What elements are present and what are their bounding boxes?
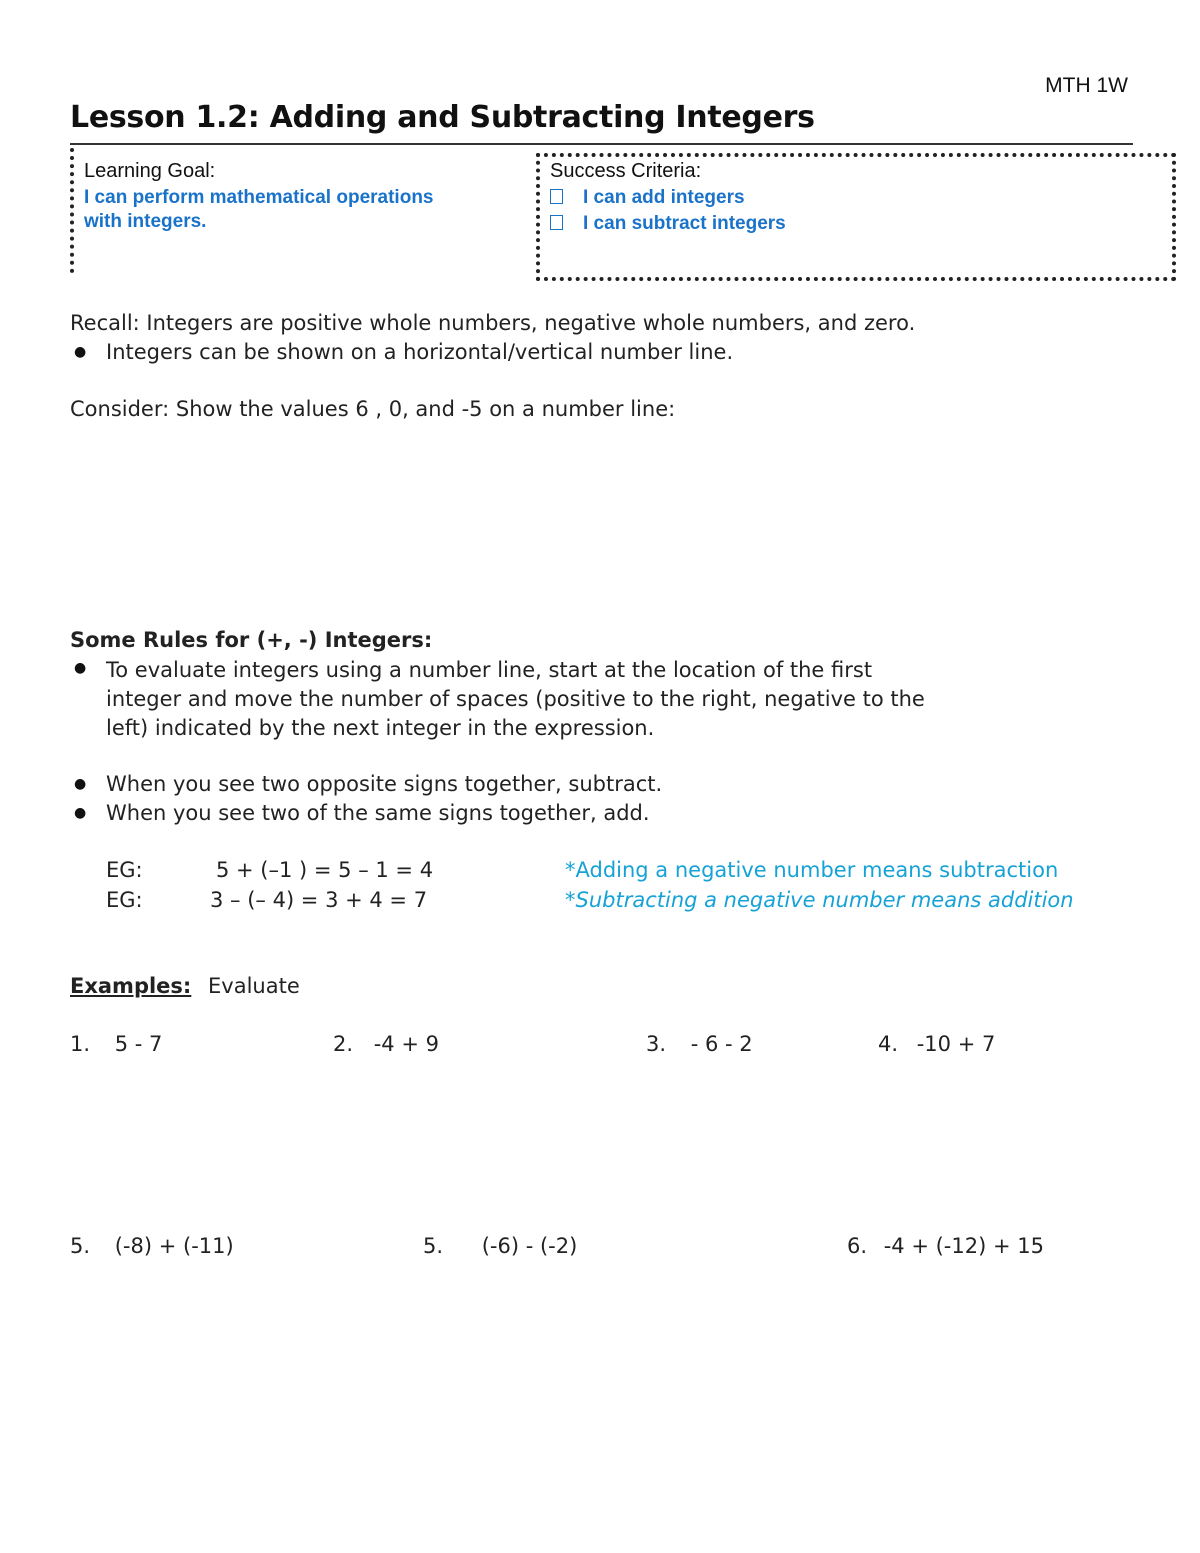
example-expression: -10 + 7	[916, 1032, 996, 1056]
example-2	[333, 1032, 439, 1056]
examples-heading-row	[70, 974, 300, 998]
criteria-item-subtract	[550, 213, 786, 235]
eg-1-note: *Adding a negative number means subtraction	[565, 858, 1059, 882]
rule-1-line-1: To evaluate integers using a number line, start at the location of the first	[106, 658, 873, 682]
criteria-item-label: I can subtract integers	[583, 213, 786, 234]
example-expression: (-6) - (-2)	[481, 1234, 578, 1258]
success-criteria-heading: Success Criteria:	[550, 160, 702, 182]
rule-bullet-3: When you see two of the same signs together, add.	[106, 801, 650, 825]
examples-heading: Examples:	[70, 974, 192, 998]
example-expression: -4 + 9	[373, 1032, 439, 1056]
rule-1-line-2: integer and move the number of spaces (positive to the right, negative to the	[106, 687, 925, 711]
example-6	[847, 1234, 1044, 1258]
bullet-icon: ●	[74, 776, 87, 792]
examples-instruction: Evaluate	[208, 974, 300, 998]
recall-bullet: Integers can be shown on a horizontal/vertical number line.	[106, 340, 734, 364]
learning-goal-line-1: I can perform mathematical operations	[84, 187, 434, 208]
rules-heading: Some Rules for (+, -) Integers:	[70, 628, 433, 652]
rule-bullet-2: When you see two opposite signs together, subtract.	[106, 772, 663, 796]
bullet-icon: ●	[74, 805, 87, 821]
eg-2-label: EG:	[106, 888, 143, 912]
example-5a	[70, 1234, 234, 1258]
example-number: 6.	[847, 1234, 868, 1258]
learning-goal-line-2: with integers.	[84, 211, 207, 232]
bullet-icon: ●	[74, 344, 87, 360]
rule-bullet-1	[106, 656, 925, 743]
criteria-item-add	[550, 187, 745, 209]
example-5b	[423, 1234, 577, 1258]
example-number: 3.	[646, 1032, 667, 1056]
eg-2-note: *Subtracting a negative number means addition	[565, 888, 1074, 912]
learning-goal-heading: Learning Goal:	[84, 160, 216, 182]
example-4	[878, 1032, 995, 1056]
page-title: Lesson 1.2: Adding and Subtracting Integers	[70, 100, 815, 135]
example-number: 4.	[878, 1032, 899, 1056]
example-number: 5.	[70, 1234, 91, 1258]
example-expression: (-8) + (-11)	[114, 1234, 234, 1258]
consider-text: Consider: Show the values 6 , 0, and -5 on a number line:	[70, 397, 676, 421]
learning-goal-text	[84, 186, 514, 234]
title-underline	[70, 143, 1133, 145]
eg-1-expression: 5 + (–1 ) = 5 – 1 = 4	[216, 858, 434, 882]
recall-text: Recall: Integers are positive whole numbers, negative whole numbers, and zero.	[70, 311, 916, 335]
example-number: 1.	[70, 1032, 91, 1056]
example-number: 5.	[423, 1234, 444, 1258]
example-3	[646, 1032, 753, 1056]
rule-1-line-3: left) indicated by the next integer in the expression.	[106, 716, 655, 740]
example-1	[70, 1032, 162, 1056]
criteria-item-label: I can add integers	[583, 187, 745, 208]
bullet-icon: ●	[74, 660, 87, 676]
checkbox-icon[interactable]	[550, 215, 563, 230]
eg-2-expression: 3 – (– 4) = 3 + 4 = 7	[210, 888, 428, 912]
example-expression: - 6 - 2	[690, 1032, 753, 1056]
example-number: 2.	[333, 1032, 354, 1056]
course-code: MTH 1W	[1045, 74, 1128, 97]
example-expression: -4 + (-12) + 15	[883, 1234, 1044, 1258]
eg-1-label: EG:	[106, 858, 143, 882]
checkbox-icon[interactable]	[550, 189, 563, 204]
example-expression: 5 - 7	[114, 1032, 163, 1056]
